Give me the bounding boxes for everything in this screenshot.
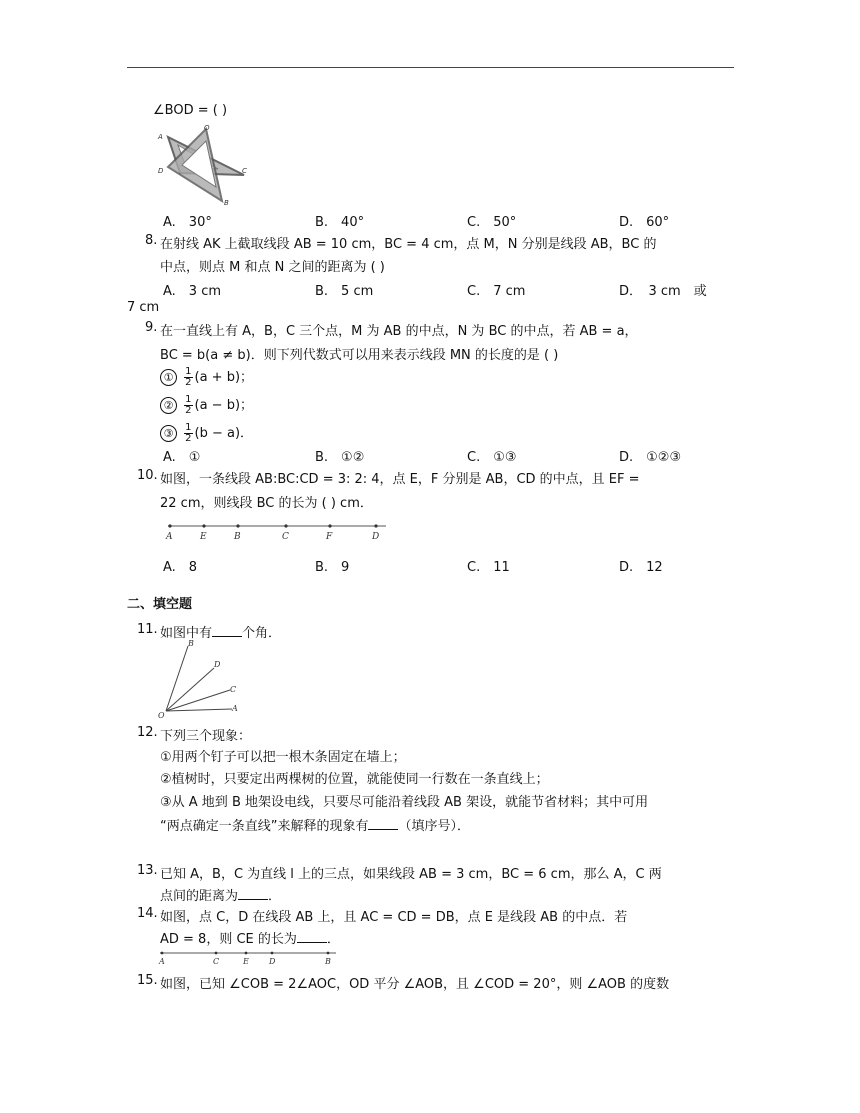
q9-item-1-expr: (a + b)； [194,370,254,385]
q9-item-3 [160,422,253,444]
q11-label-c: C [230,685,237,694]
q9-line1: 在一直线上有 A，B，C 三个点，M 为 AB 的中点，N 为 BC 的中点，若 AB = a， [160,324,638,339]
q11-text [160,622,281,641]
q15-number: 15. [137,973,158,988]
q10-label-e: E [200,532,207,542]
q9-option-a[interactable]: A. ① [163,450,201,465]
q9-option-b[interactable]: B. ①② [315,450,365,465]
q15-line1: 如图，已知 ∠COB = 2∠AOC，OD 平分 ∠AOB，且 ∠COD = 20°，则 ∠AOB 的度数 [160,977,670,992]
q9-item-2 [160,394,253,416]
q14-number: 14. [137,906,158,921]
q10-label-b: B [234,532,241,542]
q9-item-2-mark: ② [160,397,177,414]
q14-line2-pre: AD = 8，则 CE 的长为 [160,932,297,947]
q8-option-b[interactable]: B. 5 cm [315,284,374,299]
q7-option-c[interactable]: C. 50° [467,215,517,230]
q7-option-b[interactable]: B. 40° [315,215,365,230]
q8-option-c[interactable]: C. 7 cm [467,284,526,299]
q10-label-f: F [326,532,333,542]
q7-figure [158,125,248,205]
q8-option-d[interactable]: D． 3 cm 或 [619,284,707,299]
q10-line1: 如图，一条线段 AB:BC:CD = 3: 2: 4，点 E，F 分别是 AB，CD 的中点，且 EF = [160,472,640,487]
q12-line4: ③从 A 地到 B 地架设电线，只要尽可能沿着线段 AB 架设，就能节省材料；其中可用 [160,795,649,810]
q7-label-b: B [224,199,229,207]
q12-blank[interactable] [368,817,398,830]
q9-item-1-frac: $\frac{1}{2}$ [185,366,192,388]
q12-line5 [160,815,470,834]
q14-label-b: B [325,957,331,966]
q11-pre: 如图中有 [160,626,213,641]
q11-label-d: D [214,660,221,669]
q9-option-c[interactable]: C. ①③ [467,450,517,465]
q9-item-3-frac: $\frac{1}{2}$ [185,422,192,444]
q10-label-d: D [372,532,380,542]
section-title-fill-in: 二、填空题 [127,597,193,612]
q7-label-c: C [242,167,247,175]
q7-label-a: A [158,133,163,141]
q14-label-a: A [159,957,165,966]
q14-label-d: D [269,957,276,966]
q9-item-1 [160,366,253,388]
q7-label-d: D [158,167,164,175]
q14-blank[interactable] [297,930,327,943]
q12-line2: ①用两个钉子可以把一根木条固定在墙上； [160,750,406,765]
q14-line2 [160,928,340,947]
q11-label-a: A [232,704,238,713]
q14-segment-figure [158,948,338,966]
q7-label-o: O [204,124,210,132]
q9-item-2-frac: $\frac{1}{2}$ [185,394,192,416]
q13-line2-post: ． [268,889,282,904]
q11-label-o: O [158,711,165,720]
q9-option-d[interactable]: D. ①②③ [619,450,682,465]
q8-option-d-wrap: 7 cm [127,300,160,315]
q9-line2: BC = b(a ≠ b)．则下列代数式可以用来表示线段 MN 的长度的是 ( ) [160,348,559,363]
header-rule [127,67,734,68]
q10-option-b[interactable]: B. 9 [315,560,350,575]
q13-blank[interactable] [238,887,268,900]
q10-label-c: C [282,532,289,542]
q13-line1: 已知 A，B，C 为直线 l 上的三点，如果线段 AB = 3 cm，BC = 6 cm，那么 A，C 两 [160,867,662,882]
q11-post: 个角． [242,626,282,641]
q12-line1: 下列三个现象： [160,729,252,744]
q10-option-c[interactable]: C. 11 [467,560,510,575]
q10-line2: 22 cm，则线段 BC 的长为 ( ) cm． [160,496,373,511]
q11-angle-figure [156,640,246,720]
q14-label-e: E [243,957,249,966]
q12-line5-pre: “两点确定一条直线”来解释的现象有 [160,819,369,834]
q9-item-3-expr: (b − a)． [194,426,254,441]
q9-number: 9. [145,320,158,335]
q12-line3: ②植树时，只要定出两棵树的位置，就能使同一行数在一条直线上； [160,772,549,787]
q13-line2 [160,885,281,904]
q13-line2-pre: 点间的距离为 [160,889,239,904]
q9-item-3-mark: ③ [160,425,177,442]
q9-item-2-expr: (a − b)； [194,398,254,413]
q7-option-d[interactable]: D. 60° [619,215,670,230]
q11-label-b: B [188,639,194,648]
q8-line1: 在射线 AK 上截取线段 AB = 10 cm，BC = 4 cm，点 M，N 分别是线段 AB，BC 的 [160,237,657,252]
q9-item-1-mark: ① [160,369,177,386]
q8-option-a[interactable]: A. 3 cm [163,284,222,299]
q10-number: 10. [137,468,158,483]
q12-number: 12. [137,725,158,740]
q11-number: 11. [137,622,158,637]
q14-line1: 如图，点 C，D 在线段 AB 上，且 AC = CD = DB，点 E 是线段 AB 的中点．若 [160,910,628,925]
q10-segment-figure [164,520,388,546]
q11-blank[interactable] [212,624,242,637]
q7-option-a[interactable]: A. 30° [163,215,212,230]
q7-stem-tail: ∠BOD = ( ) [153,103,228,118]
q8-number: 8. [145,233,158,248]
q10-option-a[interactable]: A. 8 [163,560,198,575]
q10-option-d[interactable]: D. 12 [619,560,663,575]
q10-label-a: A [166,532,173,542]
q12-line5-post: （填序号）． [398,819,470,834]
q13-number: 13. [137,863,158,878]
q14-label-c: C [213,957,220,966]
q14-line2-post: ． [326,932,340,947]
q8-line2: 中点，则点 M 和点 N 之间的距离为 ( ) [160,260,385,275]
